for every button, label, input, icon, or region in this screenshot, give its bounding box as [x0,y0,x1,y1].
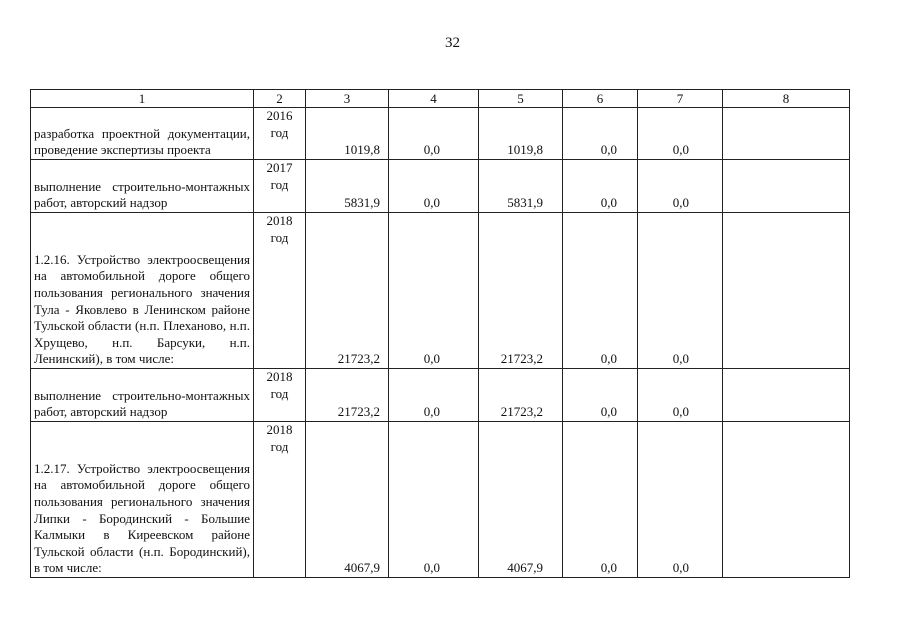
description-cell: выполнение строительно-монтажных работ, авторский надзор [31,369,254,422]
value-cell [723,422,850,578]
value-cell: 0,0 [563,160,638,213]
year-cell: 2018 год [254,422,306,578]
page-number: 32 [445,35,460,51]
value-cell: 0,0 [389,422,479,578]
header-cell: 3 [306,90,389,108]
header-row [31,90,850,108]
value-cell: 0,0 [638,422,723,578]
header-cell: 4 [389,90,479,108]
value-cell: 21723,2 [306,213,389,369]
value-cell [723,369,850,422]
value-cell: 0,0 [563,369,638,422]
value-cell: 0,0 [638,213,723,369]
description-cell: выполнение строительно-монтажных работ, авторский надзор [31,160,254,213]
value-cell [723,160,850,213]
value-cell: 21723,2 [306,369,389,422]
description-cell: 1.2.17. Устройство электроосвещения на автомобильной дороге общего пользования регионального значения Липки - Бородинский - Большие Калмыки в Киреевском районе Тульской области (н.п. Бородинский), в том числе: [31,422,254,578]
table-row [31,108,850,160]
header-cell: 1 [31,90,254,108]
value-cell: 5831,9 [306,160,389,213]
header-cell: 5 [479,90,563,108]
value-cell: 21723,2 [479,213,563,369]
table-row [31,422,850,578]
table-row [31,160,850,213]
year-cell: 2016 год [254,108,306,160]
header-cell: 6 [563,90,638,108]
description-cell: 1.2.16. Устройство электроосвещения на автомобильной дороге общего пользования регионального значения Тула - Яковлево в Ленинском районе Тульской области (н.п. Плеханово, н.п. Хрущево, н.п. Барсуки, н.п. Ленинский), в том числе: [31,213,254,369]
year-cell: 2018 год [254,213,306,369]
value-cell: 0,0 [638,160,723,213]
table-row [31,369,850,422]
value-cell: 0,0 [563,108,638,160]
header-cell: 2 [254,90,306,108]
value-cell: 0,0 [563,422,638,578]
year-cell: 2017 год [254,160,306,213]
value-cell: 0,0 [638,369,723,422]
description-cell: разработка проектной документации, проведение экспертизы проекта [31,108,254,160]
value-cell: 0,0 [638,108,723,160]
value-cell: 21723,2 [479,369,563,422]
value-cell: 0,0 [563,213,638,369]
value-cell: 0,0 [389,160,479,213]
year-cell: 2018 год [254,369,306,422]
value-cell: 5831,9 [479,160,563,213]
value-cell [723,108,850,160]
value-cell: 4067,9 [479,422,563,578]
value-cell: 0,0 [389,213,479,369]
value-cell: 0,0 [389,108,479,160]
value-cell: 4067,9 [306,422,389,578]
value-cell [723,213,850,369]
value-cell: 1019,8 [479,108,563,160]
value-cell: 0,0 [389,369,479,422]
table-row [31,213,850,369]
budget-table [30,89,850,578]
value-cell: 1019,8 [306,108,389,160]
header-cell: 8 [723,90,850,108]
header-cell: 7 [638,90,723,108]
